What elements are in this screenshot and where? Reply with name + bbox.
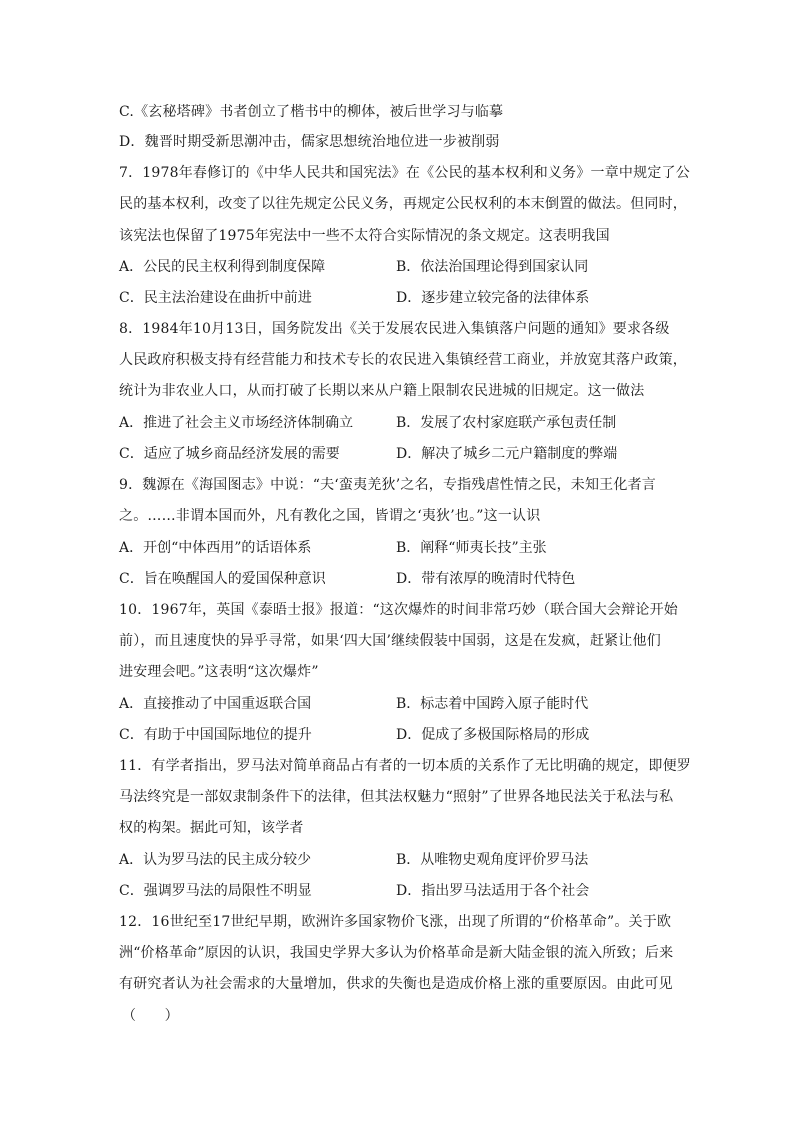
- q7-stem-line-1: 7．1978年春修订的《中华人民共和国宪法》在《公民的基本权利和义务》一章中规定了公: [119, 165, 690, 181]
- q6-option-c: C.《玄秘塔碑》书者创立了楷书中的柳体，被后世学习与临摹: [119, 104, 504, 120]
- q12-answer-blank: （ ）: [122, 1008, 179, 1024]
- q8-stem-line-3: 统计为非农业人口，从而打破了长期以来从户籍上限制农民进城的旧规定。这一做法: [119, 383, 645, 399]
- q10-stem-line-2: 前），而且速度快的异乎寻常，如果‘四大国’继续假装中国弱，这是在发疯，赶紧让他们: [119, 633, 661, 649]
- q11-option-d: D．指出罗马法适用于各个社会: [396, 883, 590, 899]
- q10-stem-line-1: 10．1967年，英国《泰晤士报》报道：“这次爆炸的时间非常巧妙（联合国大会辩论开始: [119, 602, 678, 618]
- q9-option-b: B．阐释“师夷长技”主张: [396, 540, 547, 556]
- q9-stem-line-2: 之。……非谓本国而外，凡有教化之国，皆谓之‘夷狄’也。”这一认识: [119, 508, 541, 524]
- q11-option-b: B．从唯物史观角度评价罗马法: [396, 852, 589, 868]
- q11-stem-line-3: 权的构架。据此可知，该学者: [119, 820, 304, 836]
- q10-option-c: C．有助于中国国际地位的提升: [119, 727, 312, 743]
- q11-stem-line-2: 马法终究是一部奴隶制条件下的法律，但其法权魅力“照射”了世界各地民法关于私法与私: [119, 789, 674, 805]
- q10-option-d: D．促成了多极国际格局的形成: [396, 727, 590, 743]
- q8-option-c: C．适应了城乡商品经济发展的需要: [119, 446, 340, 462]
- q7-stem-line-2: 民的基本权利，改变了以往先规定公民义务，再规定公民权利的本末倒置的做法。但同时，: [119, 196, 687, 212]
- q10-option-b: B．标志着中国跨入原子能时代: [396, 696, 589, 712]
- q7-option-d: D．逐步建立较完备的法律体系: [396, 290, 590, 306]
- q8-option-b: B．发展了农村家庭联产承包责任制: [396, 415, 617, 431]
- q12-stem-line-3: 有研究者认为社会需求的大量增加，供求的失衡也是造成价格上涨的重要原因。由此可见: [119, 976, 673, 992]
- q9-option-d: D．带有浓厚的晚清时代特色: [396, 571, 576, 587]
- q11-option-c: C．强调罗马法的局限性不明显: [119, 883, 312, 899]
- q9-option-c: C．旨在唤醒国人的爱国保种意识: [119, 571, 326, 587]
- q12-stem-line-2: 洲“价格革命”原因的认识，我国史学界大多认为价格革命是新大陆金银的流入所致；后来: [119, 945, 674, 961]
- q8-stem-line-1: 8．1984年10月13日，国务院发出《关于发展农民进入集镇落户问题的通知》要求各级: [119, 321, 670, 337]
- q10-stem-line-3: 进安理会吧。”这表明“这次爆炸”: [119, 664, 319, 680]
- q8-option-d: D．解决了城乡二元户籍制度的弊端: [396, 446, 618, 462]
- q7-stem-line-3: 该宪法也保留了1975年宪法中一些不太符合实际情况的条文规定。这表明我国: [119, 228, 610, 244]
- q7-option-a: A．公民的民主权利得到制度保障: [119, 259, 326, 275]
- q11-option-a: A．认为罗马法的民主成分较少: [119, 852, 312, 868]
- q9-stem-line-1: 9．魏源在《海国图志》中说：“夫‘蛮夷羌狄’之名，专指残虐性情之民，未知王化者言: [119, 477, 656, 493]
- q11-stem-line-1: 11．有学者指出，罗马法对简单商品占有者的一切本质的关系作了无比明确的规定，即便罗: [119, 758, 692, 774]
- q8-option-a: A．推进了社会主义市场经济体制确立: [119, 415, 354, 431]
- q8-stem-line-2: 人民政府积极支持有经营能力和技术专长的农民进入集镇经营工商业，并放宽其落户政策，: [119, 352, 687, 368]
- q7-option-b: B．依法治国理论得到国家认同: [396, 259, 589, 275]
- q6-option-d: D．魏晋时期受新思潮冲击，儒家思想统治地位进一步被削弱: [119, 134, 500, 150]
- q10-option-a: A．直接推动了中国重返联合国: [119, 696, 312, 712]
- q9-option-a: A．开创“中体西用”的话语体系: [119, 540, 312, 556]
- q12-stem-line-1: 12．16世纪至17世纪早期，欧洲许多国家物价飞涨，出现了所谓的“价格革命”。关于欧: [119, 914, 672, 930]
- q7-option-c: C．民主法治建设在曲折中前进: [119, 290, 312, 306]
